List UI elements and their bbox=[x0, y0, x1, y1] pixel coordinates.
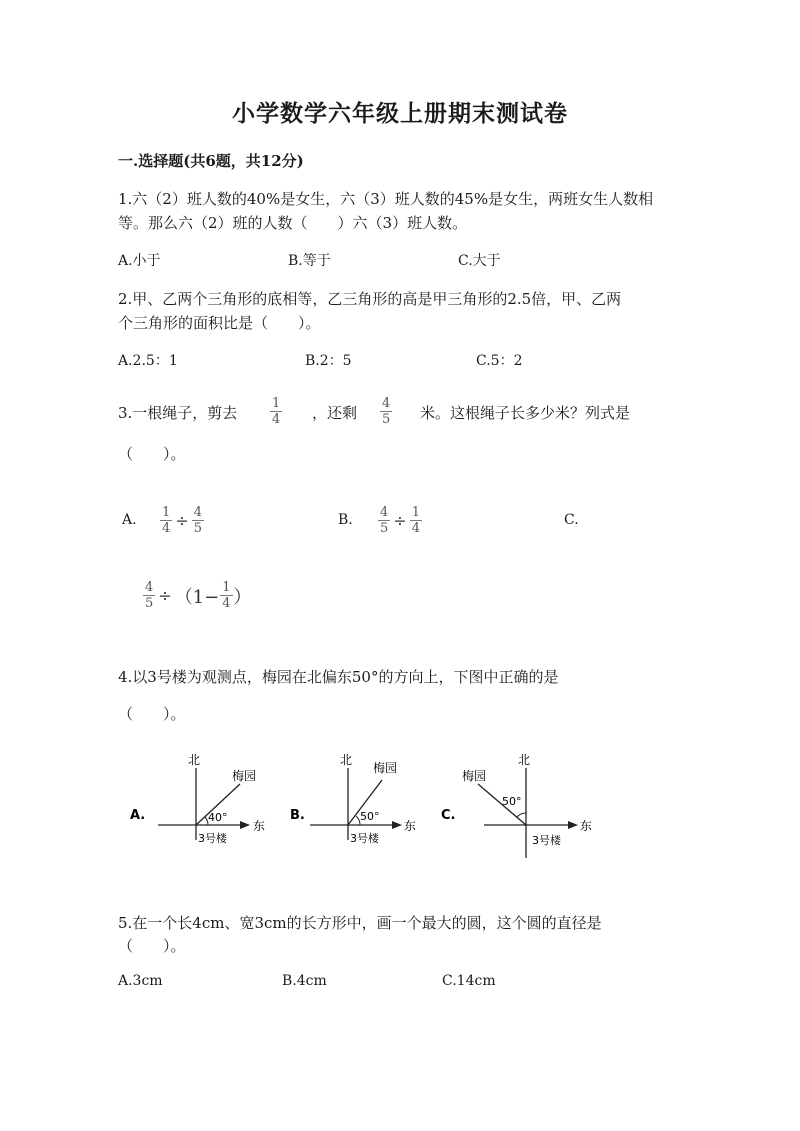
q3-text-line2: （ ）。 bbox=[118, 445, 186, 463]
q2-text-line1: 2.甲、乙两个三角形的底相等，乙三角形的高是甲三角形的2.5倍，甲、乙两 bbox=[118, 290, 622, 308]
q4-diagram-a bbox=[130, 753, 265, 845]
q3-option-a-expression bbox=[160, 505, 204, 536]
q3-option-a-left-numerator: 1 bbox=[162, 505, 171, 520]
q3-text-mid: ，还剩 bbox=[312, 404, 358, 422]
q3-fraction-cut-numerator: 1 bbox=[272, 396, 281, 411]
q3-option-c-paren-close: ） bbox=[233, 586, 252, 608]
q1-text-line1: 1.六（2）班人数的40%是女生，六（3）班人数的45%是女生，两班女生人数相 bbox=[118, 190, 654, 208]
q3-option-c-inner-denominator: 4 bbox=[222, 596, 231, 611]
q4-diagram-c bbox=[441, 753, 592, 858]
q3-option-b-right-numerator: 1 bbox=[411, 505, 420, 520]
q4-diagram-c-angle-arc bbox=[517, 813, 526, 817]
q3-fraction-left bbox=[380, 396, 392, 427]
q3-option-a-right-denominator: 5 bbox=[193, 521, 202, 536]
q5-option-a: A.3cm bbox=[118, 973, 163, 989]
q3-option-a-left-denominator: 4 bbox=[162, 521, 171, 536]
q3-option-b-left-numerator: 4 bbox=[380, 505, 389, 520]
q3-option-c-left-denominator: 5 bbox=[145, 596, 154, 611]
q4-diagram-c-target-label: 梅园 bbox=[462, 769, 487, 783]
q3-option-c-operator: ÷ bbox=[158, 586, 172, 605]
q3-option-b-left-denominator: 5 bbox=[380, 521, 389, 536]
q4-diagram-a-east-arrow bbox=[240, 821, 250, 829]
q3-option-b-right-denominator: 4 bbox=[411, 521, 420, 536]
q3-option-c-left-numerator: 4 bbox=[145, 580, 154, 595]
q5-text-line2: （ ）。 bbox=[118, 937, 186, 955]
q3-option-c-inner-numerator: 1 bbox=[222, 580, 231, 595]
q4-diagram-c-east-label: 东 bbox=[580, 819, 593, 833]
q4-diagram-a-building-label: 3号楼 bbox=[198, 832, 227, 845]
q4-text-line2: （ ）。 bbox=[118, 705, 186, 723]
q3-option-c-paren-open: （1− bbox=[174, 586, 220, 608]
q3-option-c-label: C. bbox=[564, 512, 579, 528]
q4-diagram-b-target-label: 梅园 bbox=[373, 761, 398, 775]
q5-text-line1: 5.在一个长4cm、宽3cm的长方形中，画一个最大的圆，这个圆的直径是 bbox=[118, 914, 602, 932]
q3-option-b-label: B. bbox=[338, 512, 353, 528]
q4-diagram-b-east-label: 东 bbox=[404, 819, 417, 833]
q4-diagram-a-label: A. bbox=[130, 808, 146, 823]
q3-fraction-cut bbox=[270, 396, 282, 427]
q3-fraction-left-numerator: 4 bbox=[382, 396, 391, 411]
q1-text-line2: 等。那么六（2）班的人数（ ）六（3）班人数。 bbox=[118, 214, 468, 232]
q4-diagram-b-label: B. bbox=[290, 808, 305, 823]
q4-direction-diagrams bbox=[0, 740, 800, 860]
q4-diagram-b-building-label: 3号楼 bbox=[350, 832, 379, 845]
q4-diagram-c-east-arrow bbox=[568, 821, 578, 829]
page-title: 小学数学六年级上册期末测试卷 bbox=[232, 100, 568, 127]
q1-option-b: B.等于 bbox=[288, 253, 331, 269]
q4-diagram-a-target-label: 梅园 bbox=[232, 769, 257, 783]
q4-diagram-b-north-label: 北 bbox=[340, 753, 353, 767]
q3-option-b-expression bbox=[378, 505, 422, 536]
q3-fraction-cut-denominator: 4 bbox=[272, 412, 281, 427]
q4-text-line1: 4.以3号楼为观测点，梅园在北偏东50°的方向上，下图中正确的是 bbox=[118, 668, 559, 686]
q3-fraction-left-denominator: 5 bbox=[382, 412, 391, 427]
q2-option-c: C.5：2 bbox=[476, 353, 523, 369]
q3-option-c-expression bbox=[143, 580, 252, 611]
section-heading: 一.选择题(共6题，共12分) bbox=[118, 152, 304, 170]
q1-option-c: C.大于 bbox=[458, 253, 501, 269]
q4-diagram-a-east-label: 东 bbox=[253, 819, 266, 833]
q3-text-prefix: 3.一根绳子，剪去 bbox=[118, 404, 238, 422]
q2-option-a: A.2.5：1 bbox=[118, 353, 178, 369]
q1-option-a: A.小于 bbox=[118, 253, 161, 269]
q4-diagram-b-angle-label: 50° bbox=[360, 810, 380, 823]
q2-option-b: B.2：5 bbox=[305, 353, 352, 369]
q2-text-line2: 个三角形的面积比是（ ）。 bbox=[118, 314, 321, 332]
q5-option-c: C.14cm bbox=[442, 973, 496, 989]
q3-option-a-right-numerator: 4 bbox=[193, 505, 202, 520]
q4-diagram-b bbox=[290, 753, 416, 845]
q3-option-b-operator: ÷ bbox=[393, 511, 407, 530]
q3-option-a-operator: ÷ bbox=[175, 511, 189, 530]
q4-diagram-a-angle-label: 40° bbox=[208, 811, 228, 824]
q3-option-a-label: A. bbox=[122, 512, 137, 528]
q4-diagram-c-label: C. bbox=[441, 808, 456, 823]
q3-text-suffix: 米。这根绳子长多少米？列式是 bbox=[420, 404, 631, 422]
q4-diagram-c-building-label: 3号楼 bbox=[532, 834, 561, 847]
q4-diagram-b-east-arrow bbox=[392, 821, 402, 829]
q4-diagram-c-north-label: 北 bbox=[518, 753, 531, 767]
q5-option-b: B.4cm bbox=[282, 973, 327, 989]
q4-diagram-c-angle-label: 50° bbox=[502, 795, 522, 808]
q4-diagram-a-north-label: 北 bbox=[188, 753, 201, 767]
